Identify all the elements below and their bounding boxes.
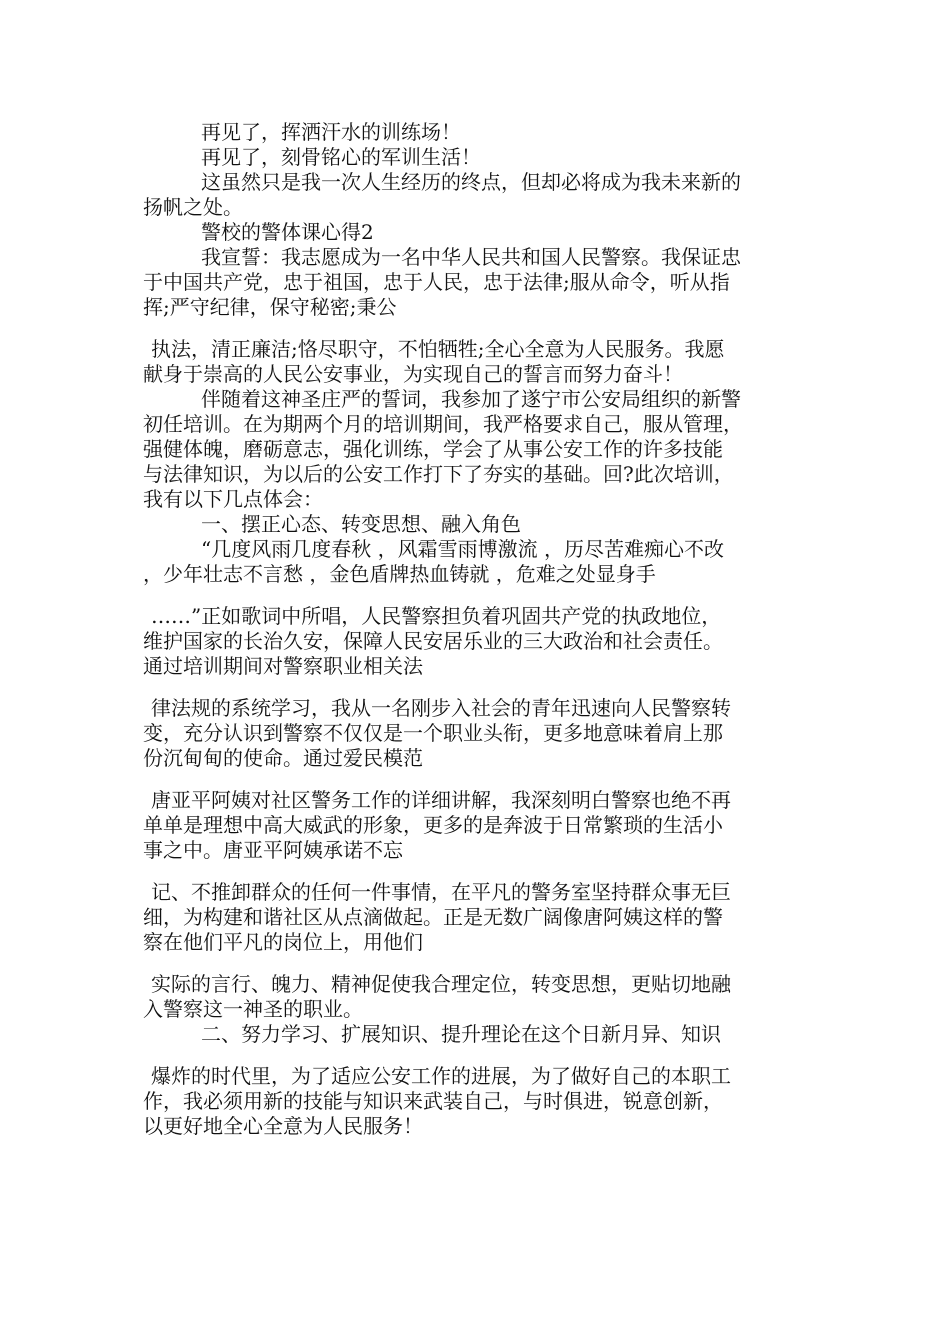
- text-line: 献身于崇高的人民公安事业，为实现自己的誓言而努力奋斗！: [143, 362, 683, 386]
- text-line: 单单是理想中高大威武的形象，更多的是奔波于日常繁琐的生活小: [143, 813, 723, 837]
- text-line: 作，我必须用新的技能与知识来武装自己，与时俱进，锐意创新，: [143, 1089, 723, 1113]
- text-line: 再见了，挥洒汗水的训练场！: [201, 120, 461, 144]
- text-line: 这虽然只是我一次人生经历的终点，但却必将成为我未来新的: [201, 170, 741, 194]
- text-line: 察在他们平凡的岗位上，用他们: [143, 930, 423, 954]
- text-line: 执法，清正廉洁;恪尽职守，不怕牺牲;全心全意为人民服务。我愿: [151, 337, 725, 361]
- text-line: 再见了，刻骨铭心的军训生活！: [201, 145, 481, 169]
- paragraph: [143, 1064, 808, 1139]
- paragraph: [143, 972, 808, 1022]
- text-line: 初任培训。在为期两个月的培训期间，我严格要求自己，服从管理，: [143, 412, 743, 436]
- paragraph-break: [143, 955, 808, 972]
- text-line: 事之中。唐亚平阿姨承诺不忘: [143, 838, 403, 862]
- text-line: 扬帆之处。: [143, 195, 243, 219]
- paragraph: [143, 145, 808, 170]
- text-line: 一、摆正心态、转变思想、融入角色: [201, 512, 521, 536]
- text-line: ，少年壮志不言愁 ，金色盾牌热血铸就 ，危难之处显身手: [143, 562, 656, 586]
- text-line: 入警察这一神圣的职业。: [143, 997, 363, 1021]
- text-line: 我宣誓：我志愿成为一名中华人民共和国人民警察。我保证忠: [201, 245, 741, 269]
- text-line: 挥;严守纪律，保守秘密;秉公: [143, 295, 397, 319]
- text-line: 二、努力学习、扩展知识、提升理论在这个日新月异、知识: [201, 1022, 721, 1046]
- text-line: 爆炸的时代里，为了适应公安工作的进展，为了做好自己的本职工: [151, 1064, 731, 1088]
- text-line: 维护国家的长治久安，保障人民安居乐业的三大政治和社会责任。: [143, 629, 723, 653]
- text-line: 细，为构建和谐社区从点滴做起。正是无数广阔像唐阿姨这样的警: [143, 905, 723, 929]
- paragraph: [143, 220, 808, 245]
- paragraph: [143, 537, 808, 587]
- text-line: 以更好地全心全意为人民服务！: [143, 1114, 423, 1138]
- text-line: 于中国共产党，忠于祖国，忠于人民，忠于法律;服从命令，听从指: [143, 270, 730, 294]
- paragraph: [143, 512, 808, 537]
- text-line: 通过培训期间对警察职业相关法: [143, 654, 423, 678]
- text-line: 份沉甸甸的使命。通过爱民模范: [143, 746, 423, 770]
- paragraph-break: [143, 679, 808, 696]
- text-line: 伴随着这神圣庄严的誓词，我参加了遂宁市公安局组织的新警: [201, 387, 741, 411]
- text-line: 律法规的系统学习，我从一名刚步入社会的青年迅速向人民警察转: [151, 696, 731, 720]
- paragraph: [143, 696, 808, 771]
- paragraph: [143, 120, 808, 145]
- paragraph-break: [143, 320, 808, 337]
- paragraph-break: [143, 863, 808, 880]
- text-line: 警校的警体课心得2: [201, 220, 374, 244]
- paragraph: [143, 880, 808, 955]
- text-line: 强健体魄，磨砺意志，强化训练，学会了从事公安工作的许多技能: [143, 437, 723, 461]
- paragraph: [143, 788, 808, 863]
- text-line: 记、不推卸群众的任何一件事情，在平凡的警务室坚持群众事无巨: [151, 880, 731, 904]
- paragraph-break: [143, 587, 808, 604]
- text-line: 变，充分认识到警察不仅仅是一个职业头衔，更多地意味着肩上那: [143, 721, 723, 745]
- text-line: 实际的言行、魄力、精神促使我合理定位，转变思想，更贴切地融: [151, 972, 731, 996]
- text-line: 与法律知识，为以后的公安工作打下了夯实的基础。回?此次培训，: [143, 462, 734, 486]
- paragraph: [143, 245, 808, 320]
- text-line: 我有以下几点体会：: [143, 487, 323, 511]
- paragraph: [143, 604, 808, 679]
- document-body: [143, 120, 808, 1139]
- paragraph-break: [143, 1047, 808, 1064]
- text-line: ……”正如歌词中所唱，人民警察担负着巩固共产党的执政地位，: [151, 604, 722, 628]
- paragraph-break: [143, 771, 808, 788]
- paragraph: [143, 387, 808, 512]
- text-line: “几度风雨几度春秋 ，风霜雪雨博激流 ，历尽苦难痴心不改: [201, 537, 724, 561]
- paragraph: [143, 337, 808, 387]
- paragraph: [143, 1022, 808, 1047]
- paragraph: [143, 170, 808, 220]
- text-line: 唐亚平阿姨对社区警务工作的详细讲解，我深刻明白警察也绝不再: [151, 788, 731, 812]
